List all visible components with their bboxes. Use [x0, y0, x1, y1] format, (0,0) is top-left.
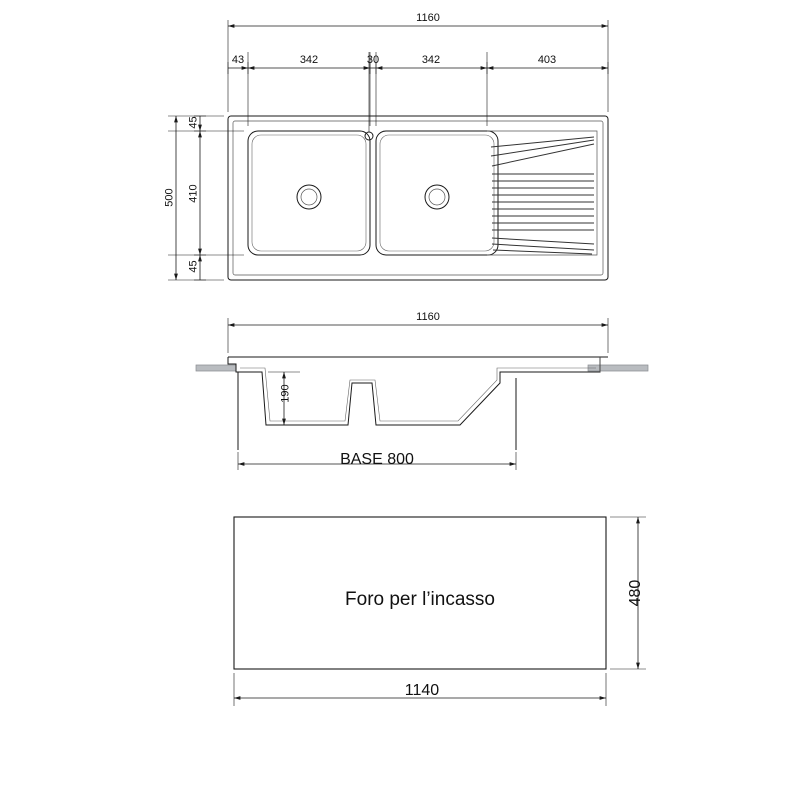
top-view-dim-30: 30 — [366, 54, 380, 66]
top-view-overall-width-label: 1160 — [416, 12, 440, 24]
top-view-dim-45-top: 45 — [187, 116, 200, 129]
top-view-dim-342-right: 342 — [421, 54, 441, 66]
top-view-dim-45-bottom: 45 — [187, 260, 200, 273]
top-view-geometry — [228, 116, 608, 280]
cutout-view-extension-lines — [234, 517, 646, 706]
top-view-dim-342-left: 342 — [299, 54, 319, 66]
cutout-height-label: 480 — [627, 579, 644, 607]
cutout-width-label: 1140 — [404, 682, 440, 699]
section-view-geometry — [196, 357, 648, 450]
section-view-overall-width-label: 1160 — [416, 311, 440, 323]
section-view-depth-label: 190 — [279, 384, 292, 403]
section-view-base-label: BASE 800 — [340, 451, 414, 468]
top-view-dim-410: 410 — [187, 184, 200, 203]
cutout-caption: Foro per l’incasso — [345, 589, 495, 610]
top-view-dim-43: 43 — [231, 54, 245, 66]
top-view-dim-403: 403 — [537, 54, 557, 66]
top-view-overall-height-label: 500 — [163, 188, 176, 207]
